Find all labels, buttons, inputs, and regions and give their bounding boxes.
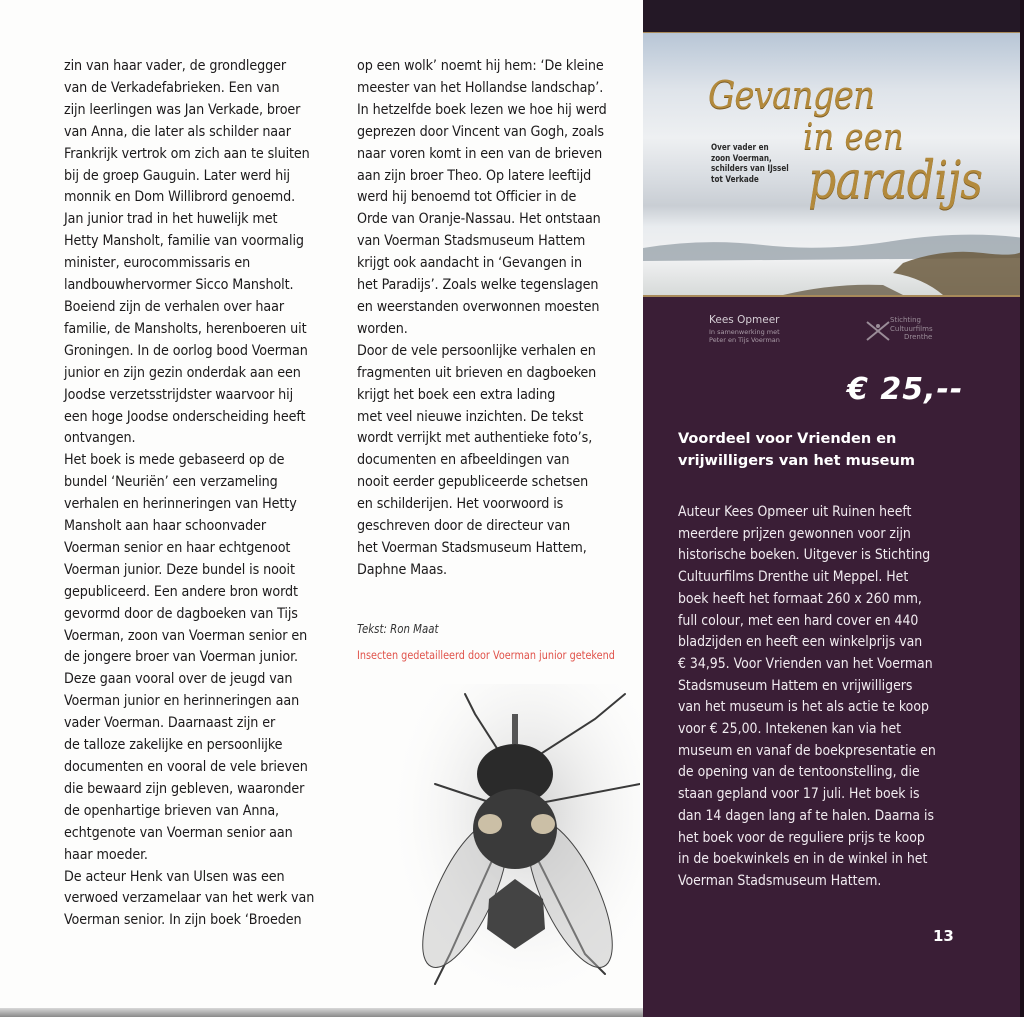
text-line: van Anna, die later als schilder naar	[64, 123, 291, 140]
text-line: zijn leerlingen was Jan Verkade, broer	[64, 101, 301, 118]
text-line: bij de groep Gauguin. Later werd hij	[64, 167, 290, 184]
text-line: met veel nieuwe inzichten. De tekst	[357, 408, 584, 425]
text-line: Joodse verzetsstrijdster waarvoor hij	[64, 386, 294, 403]
text-line: documenten en vooral de vele brieven	[64, 759, 308, 775]
text-line: geschreven door de directeur van	[357, 518, 571, 535]
text-line: Het boek is mede gebaseerd op de	[64, 452, 285, 469]
book-title-line-3: paradijs	[808, 151, 983, 211]
text-line: historische boeken. Uitgever is Stichting	[678, 547, 931, 564]
text-line: Jan junior trad in het huwelijk met	[64, 211, 278, 228]
book-cover	[643, 32, 1024, 297]
offer-price: € 25,--	[847, 372, 964, 407]
text-line: Door de vele persoonlijke verhalen en	[357, 342, 596, 359]
book-offer-panel	[643, 0, 1024, 1017]
text-line: Cultuurfilms Drenthe uit Meppel. Het	[678, 569, 909, 586]
text-line: van het museum is het als actie te koop	[678, 699, 929, 716]
text-line: Voerman Stadsmuseum Hattem.	[678, 872, 882, 889]
author-name: Kees Opmeer	[709, 314, 780, 326]
text-line: landbouwhervormer Sicco Mansholt.	[64, 277, 294, 294]
text-line: de talloze zakelijke en persoonlijke	[64, 737, 283, 754]
text-line: het boek voor de reguliere prijs te koop	[678, 829, 925, 846]
text-line: de opening van de tentoonstelling, die	[678, 764, 920, 781]
image-caption: Insecten gedetailleerd door Voerman junior getekend	[357, 648, 615, 662]
text-line: op een wolk’ noemt hij hem: ‘De kleine	[357, 58, 604, 74]
text-line: Frankrijk vertrok om zich aan te sluiten	[64, 145, 310, 162]
text-line: bundel ‘Neuriën’ een verzameling	[64, 474, 278, 491]
text-line: wordt verrijkt met authentieke foto’s,	[357, 430, 593, 447]
text-line: het Voerman Stadsmuseum Hattem,	[357, 539, 587, 556]
text-line: de jongere broer van Voerman junior.	[64, 649, 298, 666]
text-line: het Paradijs’. Zoals welke tegenslagen	[357, 277, 599, 294]
text-line: meester van het Hollandse landschap’.	[357, 79, 604, 96]
book-subtitle: Over vader en zoon Voerman, schilders van IJssel tot Verkade	[711, 143, 789, 185]
text-line: documenten en afbeeldingen van	[357, 452, 570, 469]
fly-drawing	[395, 684, 640, 1010]
text-line: in de boekwinkels en in de winkel in het	[678, 851, 928, 868]
author-credit: Tekst: Ron Maat	[357, 622, 439, 636]
text-line: en schilderijen. Het voorwoord is	[357, 496, 564, 513]
book-title-line-2: in een	[803, 117, 904, 158]
page-edge	[0, 1008, 643, 1017]
text-line: ontvangen.	[64, 430, 136, 447]
text-line: voor € 25,00. Intekenen kan via het	[678, 721, 902, 738]
offer-body-text	[678, 502, 1008, 893]
publisher-star-icon	[865, 320, 891, 342]
text-line: verhalen en herinneringen van Hetty	[64, 496, 297, 513]
offer-heading: Voordeel voor Vrienden en vrijwilligers van het museum	[678, 431, 915, 469]
text-line: verwoed verzamelaar van het werk van	[64, 890, 315, 907]
text-line: € 34,95. Voor Vrienden van het Voerman	[678, 655, 933, 672]
text-line: de openhartige brieven van Anna,	[64, 802, 279, 819]
text-line: Deze gaan vooral over de jeugd van	[64, 671, 293, 688]
text-line: boek heeft het formaat 260 x 260 mm,	[678, 590, 922, 607]
text-line: naar voren komt in een van de brieven	[357, 145, 603, 162]
text-line: junior en zijn gezin onderdak aan een	[64, 364, 301, 381]
text-line: aan zijn broer Theo. Op latere leeftijd	[357, 167, 592, 184]
text-line: van de Verkadefabrieken. Een van	[64, 79, 280, 96]
text-line: nooit eerder gepubliceerde schetsen	[357, 474, 589, 491]
text-line: werd hij benoemd tot Officier in de	[357, 189, 577, 206]
text-line: Voerman, zoon van Voerman senior en	[64, 627, 308, 644]
publisher-logo: Stichting Cultuurfilms Drenthe	[865, 320, 891, 346]
text-line: Voerman junior. Deze bundel is nooit	[64, 561, 295, 578]
text-line: gevormd door de dagboeken van Tijs	[64, 605, 298, 622]
article-column-left	[64, 56, 339, 932]
text-line: Voerman senior en haar echtgenoot	[64, 539, 291, 556]
article-column-middle	[357, 56, 632, 582]
text-line: Orde van Oranje-Nassau. Het ontstaan	[357, 211, 601, 228]
text-line: In hetzelfde boek lezen we hoe hij werd	[357, 101, 607, 118]
text-line: haar moeder.	[64, 846, 148, 863]
text-line: gepubliceerd. Een andere bron wordt	[64, 583, 298, 600]
text-line: zin van haar vader, de grondlegger	[64, 58, 286, 74]
text-line: minister, eurocommissaris en	[64, 255, 251, 272]
book-author: Kees Opmeer In samenwerking met Peter en Tijs Voerman	[709, 314, 780, 344]
text-line: Mansholt aan haar schoonvader	[64, 518, 267, 535]
text-line: geprezen door Vincent van Gogh, zoals	[357, 123, 604, 140]
text-line: bladzijden en heeft een winkelprijs van	[678, 634, 923, 651]
text-line: Stadsmuseum Hattem en vrijwilligers	[678, 677, 913, 694]
text-line: Voerman junior en herinneringen aan	[64, 693, 300, 710]
text-line: worden.	[357, 320, 408, 337]
text-line: echtgenote van Voerman senior aan	[64, 824, 293, 841]
text-line: De acteur Henk van Ulsen was een	[64, 868, 285, 885]
text-line: krijgt ook aandacht in ‘Gevangen in	[357, 255, 582, 272]
text-line: en weerstanden overwonnen moesten	[357, 298, 600, 315]
text-line: die bewaard zijn gebleven, waaronder	[64, 780, 305, 797]
text-line: krijgt het boek een extra lading	[357, 386, 556, 403]
text-line: meerdere prijzen gewonnen voor zijn	[678, 525, 911, 542]
book-title-line-1: Gevangen	[708, 73, 875, 117]
text-line: monnik en Dom Willibrord genoemd.	[64, 189, 296, 206]
text-line: fragmenten uit brieven en dagboeken	[357, 364, 597, 381]
text-line: van Voerman Stadsmuseum Hattem	[357, 233, 586, 250]
text-line: staan gepland voor 17 juli. Het boek is	[678, 786, 920, 803]
cover-top-band	[643, 0, 1024, 32]
text-line: vader Voerman. Daarnaast zijn er	[64, 715, 276, 732]
text-line: Boeiend zijn de verhalen over haar	[64, 298, 284, 315]
text-line: full colour, met een hard cover en 440	[678, 612, 919, 629]
text-line: museum en vanaf de boekpresentatie en	[678, 742, 936, 759]
text-line: een hoge Joodse onderscheiding heeft	[64, 408, 306, 425]
text-line: Voerman senior. In zijn boek ‘Broeden	[64, 912, 302, 929]
text-line: familie, de Mansholts, herenboeren uit	[64, 320, 307, 337]
text-line: dan 14 dagen lang af te halen. Daarna is	[678, 807, 934, 824]
text-line: Daphne Maas.	[357, 561, 448, 578]
text-line: Groningen. In de oorlog bood Voerman	[64, 342, 308, 359]
page-number: 13	[933, 927, 954, 945]
text-line: Hetty Mansholt, familie van voormalig	[64, 233, 304, 250]
text-line: Auteur Kees Opmeer uit Ruinen heeft	[678, 504, 912, 520]
